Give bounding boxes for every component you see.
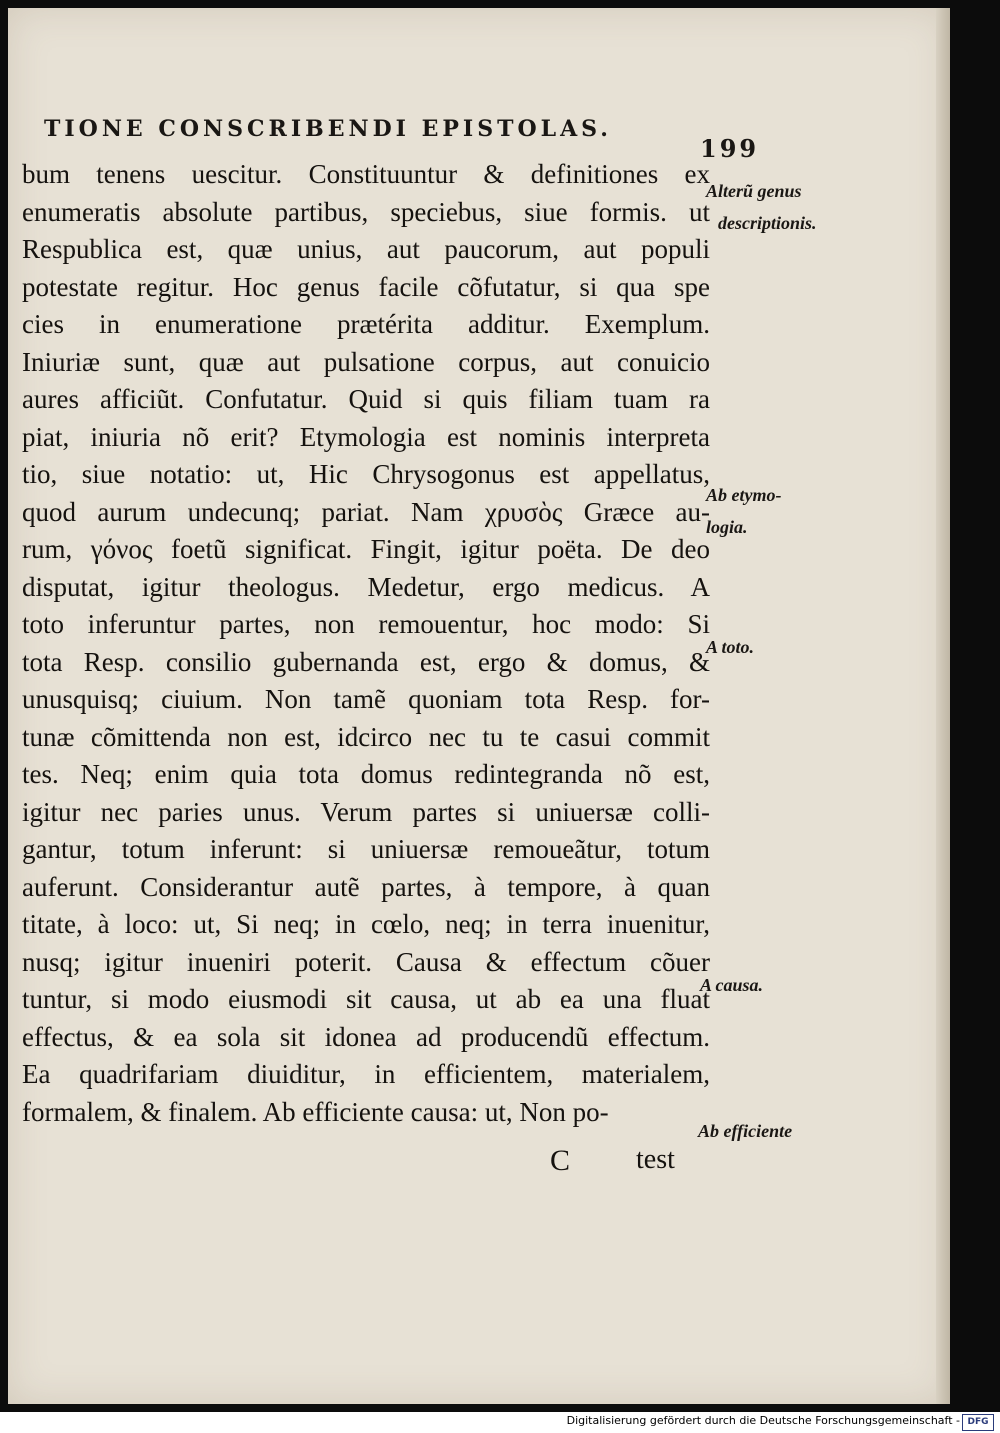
footer-credit: Digitalisierung gefördert durch die Deutsche Forschungsgemeinschaft - <box>566 1414 960 1427</box>
text-line: gantur, totum inferunt: si uniuersæ remoueãtur, totum <box>22 834 710 864</box>
text-line: tuntur, si modo eiusmodi sit causa, ut ab ea una fluat <box>22 984 710 1014</box>
text-line: disputat, igitur theologus. Medetur, ergo medicus. A <box>22 571 710 602</box>
text-line: potestate regitur. Hoc genus facile cõfutatur, si qua spe <box>22 271 710 302</box>
page-number: 199 <box>700 134 760 163</box>
text-line: piat, iniuria nõ erit? Etymologia est nominis interpreta <box>22 421 710 452</box>
text-line: toto inferuntur partes, non remouentur, hoc modo: Si <box>22 609 710 639</box>
text-line: Ea quadrifariam diuiditur, in efficientem, materialem, <box>22 1059 710 1089</box>
text-line: tota Resp. consilio gubernanda est, ergo & domus, & <box>22 646 710 677</box>
text-line: cies in enumeratione prætérita additur. Exemplum. <box>22 309 710 339</box>
marginal-note: Alterũ genus <box>706 181 802 201</box>
text-line: enumeratis absolute partibus, speciebus, siue formis. ut <box>22 196 710 227</box>
marginal-note: descriptionis. <box>718 213 817 233</box>
text-line: tes. Neq; enim quia tota domus redintegranda nõ est, <box>22 759 710 789</box>
text-line: effectus, & ea sola sit idonea ad producendũ effectum. <box>22 1021 710 1052</box>
text-line: tunæ cõmittenda non est, idcirco nec tu te casui commit <box>22 721 710 752</box>
footer-bar <box>0 1412 1000 1433</box>
text-line: quod aurum undecunq; pariat. Nam χρυσὸς Græce au- <box>22 496 710 527</box>
text-line: bum tenens uescitur. Constituuntur & definitiones ex <box>22 159 710 189</box>
text-line: auferunt. Considerantur autẽ partes, à tempore, à quan <box>22 871 710 902</box>
marginal-note: A toto. <box>706 637 755 657</box>
text-line: Iniuriæ sunt, quæ aut pulsatione corpus, aut conuicio <box>22 346 710 377</box>
text-line: titate, à loco: ut, Si neq; in cœlo, neq; in terra inuenitur, <box>22 909 710 939</box>
running-head: TIONE CONSCRIBENDI EPISTOLAS. <box>44 116 612 142</box>
text-line: unusquisq; ciuium. Non tamẽ quoniam tota Resp. for- <box>22 684 710 714</box>
text-line: igitur nec paries unus. Verum partes si uniuersæ colli- <box>22 796 710 827</box>
text-line: Respublica est, quæ unius, aut paucorum, aut populi <box>22 234 710 264</box>
marginal-note: A causa. <box>700 975 764 995</box>
marginal-note: logia. <box>706 517 748 537</box>
text-line: formalem, & finalem. Ab efficiente causa: ut, Non po- <box>22 1096 609 1127</box>
page-edge <box>936 8 950 1404</box>
body-text <box>22 156 710 1131</box>
catchword: test <box>636 1144 675 1175</box>
text-line: nusq; igitur inueniri poterit. Causa & effectum cõuer <box>22 946 710 977</box>
text-line: tio, siue notatio: ut, Hic Chrysogonus est appellatus, <box>22 459 710 489</box>
dfg-logo: DFG <box>962 1414 994 1431</box>
marginal-note: Ab efficiente <box>698 1121 793 1141</box>
signature-mark: C <box>550 1144 571 1177</box>
text-line: aures afficiũt. Confutatur. Quid si quis filiam tuam ra <box>22 384 710 414</box>
text-line: rum, γόνος foetũ significat. Fingit, igitur poëta. De deo <box>22 534 710 564</box>
marginal-note: Ab etymo- <box>706 485 782 505</box>
